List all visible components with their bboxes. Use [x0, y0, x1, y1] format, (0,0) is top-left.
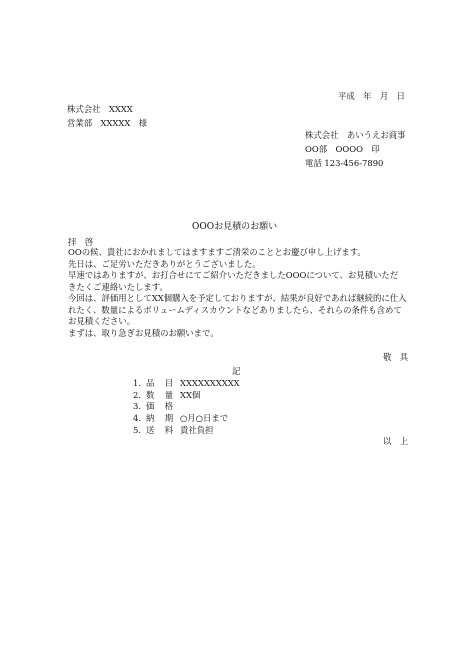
item-value: 貴社負担	[180, 424, 214, 435]
list-item	[133, 426, 240, 438]
ki-heading: 記	[232, 366, 241, 376]
letter-body	[68, 248, 408, 340]
sender-person: OO部 OOOO 印	[305, 144, 380, 154]
ijou-closing: 以 上	[383, 436, 409, 446]
item-list	[133, 379, 240, 437]
body-line: 今回は、評価用としてXX個購入を予定しておりますが、結果が良好であれば継続的に仕入	[68, 293, 407, 303]
item-key: 品 目	[146, 378, 175, 388]
item-value: ○月○日まで	[180, 413, 229, 424]
sender-phone: 電話 123-456-7890	[305, 158, 384, 168]
sender-company: 株式会社 あいうえお商事	[305, 130, 406, 140]
body-line: きたくご連絡いたします。	[68, 281, 168, 292]
item-number: 4.	[133, 413, 141, 424]
item-key: 納 期	[146, 413, 175, 424]
body-line: 先日は、ご足労いただきありがとうございました。	[68, 258, 261, 269]
item-key: 価 格	[146, 401, 175, 412]
item-value: XXXXXXXXXX	[180, 378, 240, 388]
body-line: OOの候、貴社におかれましてはますますご清栄のこととお慶び申し上げます。	[68, 247, 366, 257]
item-number: 1.	[133, 378, 141, 388]
item-key: 送 料	[146, 424, 175, 435]
date: 平成 年 月 日	[338, 91, 405, 101]
body-line: 早速ではありますが、お打合せにてご紹介いただきましたOOOについて、お見積いただ	[68, 270, 399, 280]
page-title: OOOお見積のお願い	[192, 222, 278, 232]
item-number: 5.	[133, 424, 141, 435]
item-number: 3.	[133, 401, 141, 412]
opening-salutation: 拝 啓	[68, 237, 94, 247]
item-key: 数 量	[146, 389, 175, 400]
item-number: 2.	[133, 389, 141, 400]
item-value: XX個	[180, 389, 201, 400]
body-line: れたく、数量によるボリュームディスカウントなどありましたら、それらの条件も含めて	[68, 304, 402, 315]
recipient-department: 営業部 XXXXX 様	[67, 118, 148, 128]
body-line: まずは、取り急ぎお見積のお願いまで。	[68, 327, 219, 338]
body-line: お見積ください。	[68, 316, 135, 326]
recipient-company: 株式会社 XXXX	[67, 104, 133, 114]
closing: 敬 具	[383, 352, 409, 362]
